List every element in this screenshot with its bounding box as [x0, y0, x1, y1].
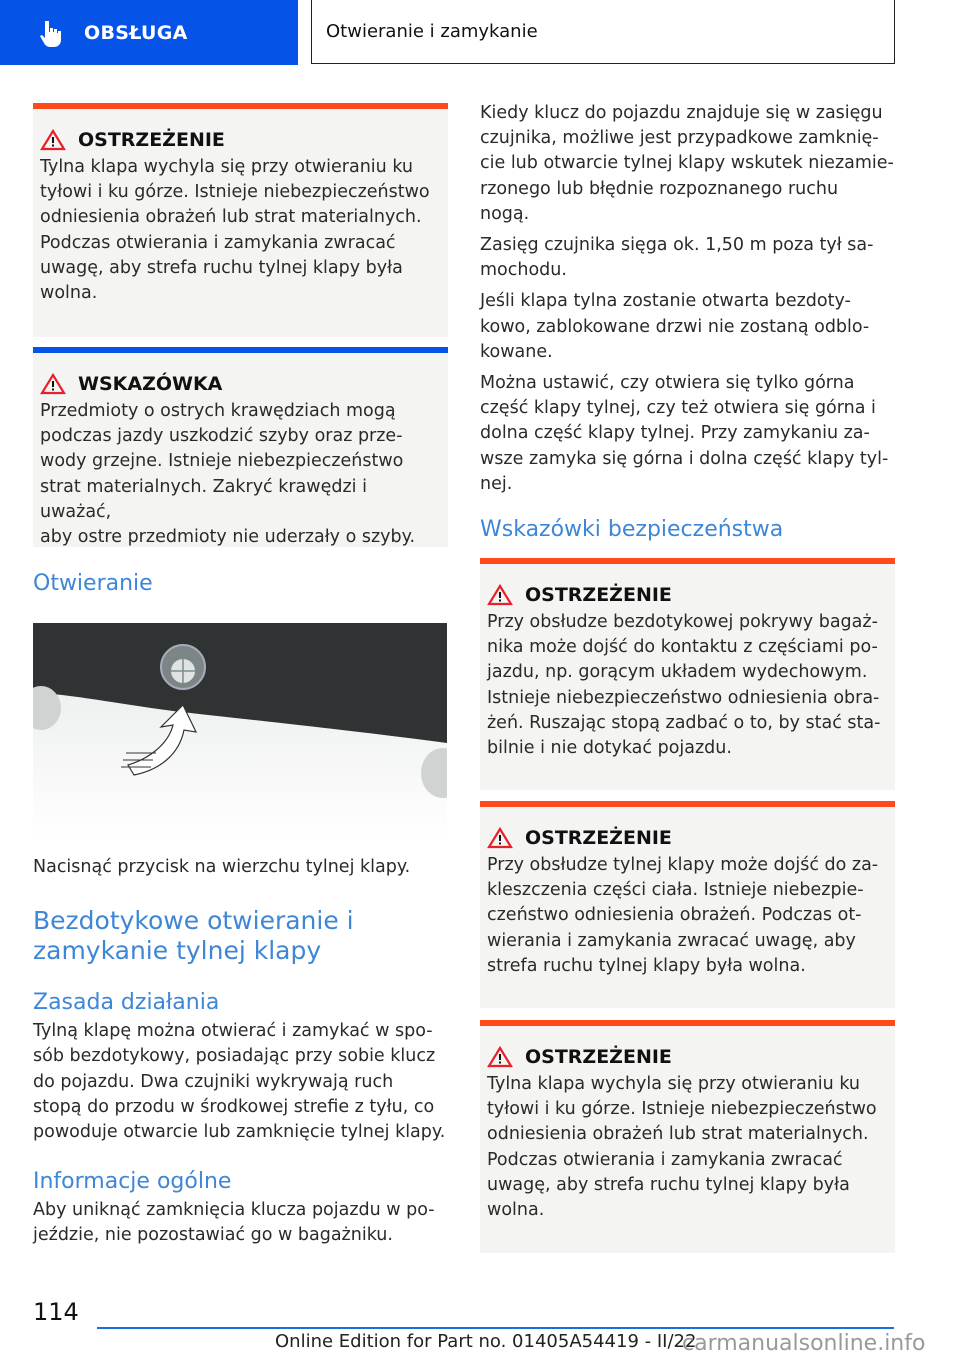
warning-box [480, 558, 895, 790]
chapter-title: Otwieranie i zamykanie [326, 21, 538, 42]
heading-opening: Otwieranie [33, 571, 153, 596]
hand-pointer-icon [40, 19, 64, 47]
warning-box [480, 801, 895, 1008]
chapter-title-box [311, 0, 895, 64]
paragraph-doors: Jeśli klapa tylna zostanie otwarta bezdoty- kowo, zablokowane drzwi nie zostaną odblo- kowane. [480, 291, 870, 362]
right-column [480, 101, 895, 1253]
paragraph-principle: Tylną klapę można otwierać i zamykać w spo- sób bezdotykowy, posiadając przy sobie klucz do pojazdu. Dwa czujniki wykrywają ruch stopą do przodu w środkowej strefie z tyłu, co powoduje otwarcie lub zamknięcie tylnej klapy. [33, 1021, 446, 1143]
warning-title: OSTRZEŻENIE [525, 584, 672, 607]
warning-title: OSTRZEŻENIE [525, 1046, 672, 1069]
hint-text: Przedmioty o ostrych krawędziach mogą podczas jazdy uszkodzić szyby oraz prze- wody grzejne. Istnieje niebezpieczeństwo strat materialnych. Zakryć krawędzi i uważać, aby ostre przedmioty nie uderzały o szyby. [40, 401, 416, 548]
paragraph-general: Aby uniknąć zamknięcia klucza pojazdu w po- jeździe, nie pozostawiać go w bagażniku. [33, 1200, 435, 1246]
image-caption: Nacisnąć przycisk na wierzchu tylnej klapy. [33, 857, 411, 877]
warning-text: Tylna klapa wychyla się przy otwieraniu ku tyłowi i ku górze. Istnieje niebezpieczeństwo odniesienia obrażeń lub strat materialnych. Podczas otwierania i zamykania zwracać uwagę, aby strefa ruchu tylnej klapy była wolna. [487, 1074, 877, 1221]
watermark: carmanualsonline.info [682, 1331, 926, 1356]
warning-box [33, 103, 448, 337]
heading-safety: Wskazówki bezpieczeństwa [480, 517, 784, 543]
hint-box [33, 347, 448, 547]
warning-text: Przy obsłudze tylnej klapy może dojść do za- kleszczenia części ciała. Istnieje niebezpie- czeństwo odniesienia obrażeń. Podczas ot- wierania i zamykania zwracać uwagę, aby strefa ruchu tylnej klapy była wolna. [487, 855, 879, 976]
heading-principle: Zasada działania [33, 990, 220, 1016]
left-column [33, 103, 448, 596]
footer-divider [97, 1327, 894, 1329]
paragraph-key-range: Kiedy klucz do pojazdu znajduje się w zasięgu czujnika, możliwe jest przypadkowe zamknię- cie lub otwarcie tylnej klapy wskutek niezamie- rzonego lub błędnie rozpoznanego ruchu nogą. [480, 103, 894, 224]
page-number: 114 [33, 1298, 79, 1326]
section-label: OBSŁUGA [84, 21, 188, 44]
tailgate-button-illustration [33, 623, 447, 843]
warning-box [480, 1020, 895, 1253]
warning-text: Przy obsłudze bezdotykowej pokrywy bagaż- nika może dojść do kontaktu z częściami po- jazdu, np. gorącym układem wydechowym. Istnieje niebezpieczeństwo odniesienia obra- żeń. Ruszając stopą zadbać o to, by stać sta- bilnie i nie dotykać pojazdu. [487, 612, 881, 759]
section-tab [0, 0, 298, 65]
warning-triangle-icon [487, 1046, 513, 1068]
warning-triangle-icon [487, 827, 513, 849]
warning-title: OSTRZEŻENIE [525, 827, 672, 850]
warning-triangle-icon [40, 129, 66, 151]
warning-triangle-icon [487, 584, 513, 606]
left-column-lower [33, 855, 448, 1255]
warning-title: OSTRZEŻENIE [78, 129, 225, 151]
paragraph-sensor-range: Zasięg czujnika sięga ok. 1,50 m poza tył sa- mochodu. [480, 235, 874, 281]
paragraph-settings: Można ustawić, czy otwiera się tylko górna część klapy tylnej, czy też otwiera się górna i dolna część klapy tylnej. Przy zamykaniu za- wsze zamyka się górna i dolna część klapy tyl- nej. [480, 373, 889, 494]
warning-text: Tylna klapa wychyla się przy otwieraniu ku tyłowi i ku górze. Istnieje niebezpieczeństwo odniesienia obrażeń lub strat materialnych. Podczas otwierania i zamykania zwracać uwagę, aby strefa ruchu tylnej klapy była wolna. [40, 157, 430, 304]
edition-note: Online Edition for Part no. 01405A54419 - II/22 [275, 1331, 697, 1352]
hint-title: WSKAZÓWKA [78, 373, 223, 395]
warning-triangle-icon [40, 373, 66, 395]
heading-contactless: Bezdotykowe otwieranie i zamykanie tylnej klapy [33, 906, 354, 966]
heading-general: Informacje ogólne [33, 1169, 232, 1195]
